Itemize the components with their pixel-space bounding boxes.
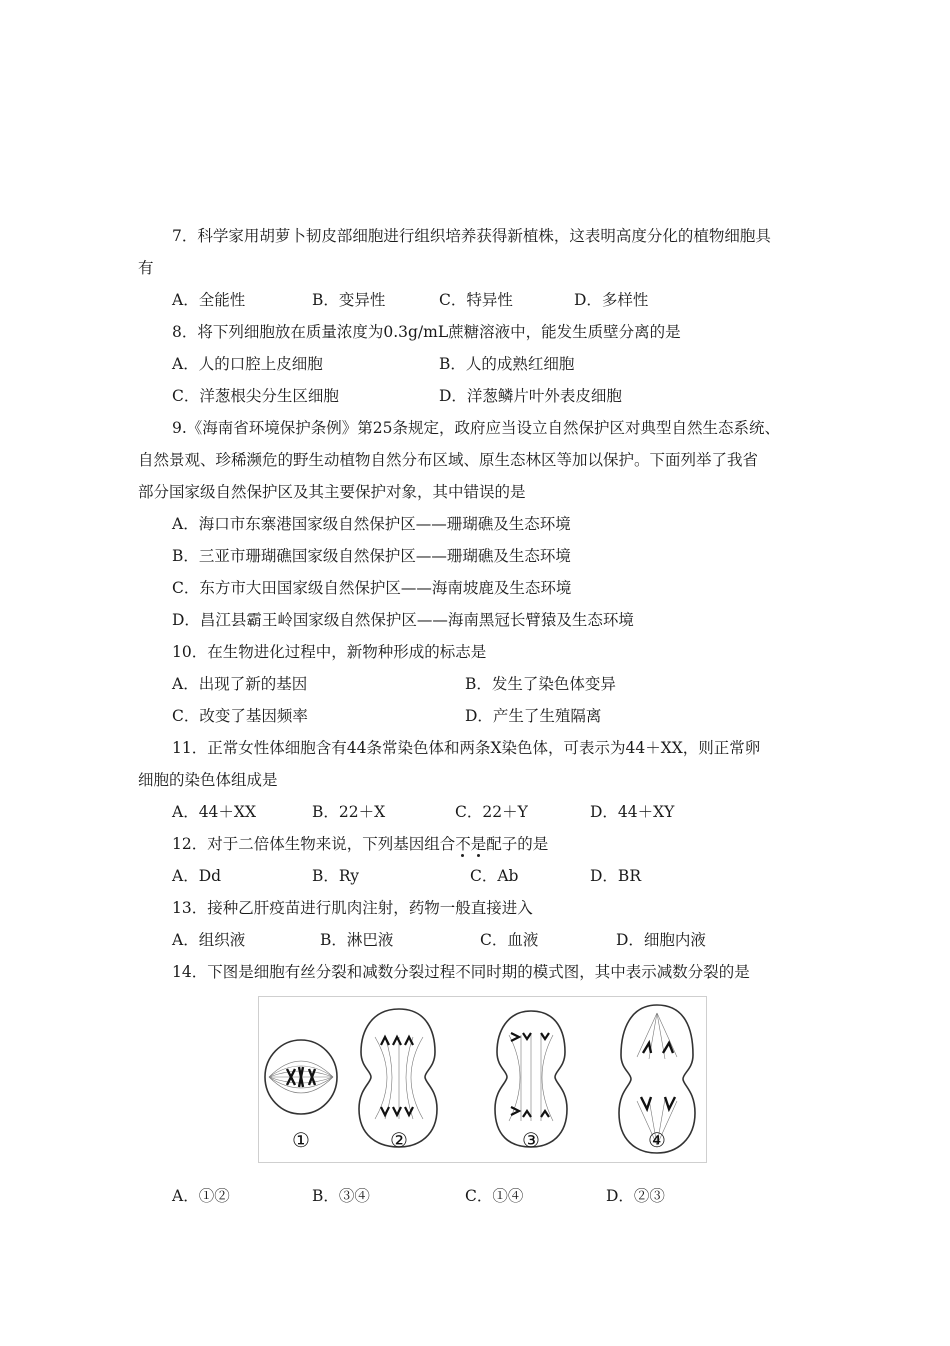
q12-stem-part-3: 配子的是 [486,835,549,853]
figure-label-1: ① [292,1128,310,1152]
q12-stem [172,834,548,854]
q8-option-d: D．洋葱鳞片叶外表皮细胞 [439,387,622,405]
q14-option-b: B．③④ [312,1187,370,1205]
q8-option-c: C．洋葱根尖分生区细胞 [172,387,339,405]
q12-option-a: A．Dd [172,867,222,885]
q11-option-c: C．22＋Y [455,803,528,821]
cell-division-figure [258,996,707,1163]
q7-stem-line-1: 7．科学家用胡萝卜韧皮部细胞进行组织培养获得新植株，这表明高度分化的植物细胞具 [172,227,771,245]
q13-option-a: A．组织液 [172,931,246,949]
q10-option-a: A．出现了新的基因 [172,675,308,693]
q9-option-a: A．海口市东寨港国家级自然保护区——珊瑚礁及生态环境 [172,515,571,533]
q9-stem-line-2: 自然景观、珍稀濒危的野生动植物自然分布区域、原生态林区等加以保护。下面列举了我省 [138,451,759,469]
q13-stem: 13．接种乙肝疫苗进行肌肉注射，药物一般直接进入 [172,899,533,917]
emphasis-dot [461,854,464,857]
figure-label-2: ② [390,1128,408,1152]
figure-label-3: ③ [522,1128,540,1152]
q8-stem: 8．将下列细胞放在质量浓度为0.3g/mL蔗糖溶液中，能发生质壁分离的是 [172,323,681,341]
figure-label-4: ④ [648,1128,666,1152]
q11-option-b: B．22＋X [312,803,386,821]
cell-1-drawing [265,1040,337,1114]
q7-option-c: C．特异性 [439,291,513,309]
cell-2-drawing [359,1009,437,1147]
q7-option-a: A．全能性 [172,291,246,309]
q7-option-d: D．多样性 [574,291,649,309]
q12-emphasis-text: 不是 [455,835,487,853]
q13-option-b: B．淋巴液 [320,931,394,949]
q11-stem-line-2: 细胞的染色体组成是 [138,771,278,789]
q10-stem: 10．在生物进化过程中，新物种形成的标志是 [172,643,487,661]
emphasis-dot [477,854,480,857]
q11-option-d: D．44＋XY [590,803,675,821]
q12-option-c: C．Ab [470,867,519,885]
q11-option-a: A．44＋XX [172,803,256,821]
q10-option-c: C．改变了基因频率 [172,707,308,725]
q14-option-a: A．①② [172,1187,230,1205]
q9-option-d: D．昌江县霸王岭国家级自然保护区——海南黑冠长臂猿及生态环境 [172,611,634,629]
q9-option-c: C．东方市大田国家级自然保护区——海南坡鹿及生态环境 [172,579,572,597]
cell-division-diagram [259,997,706,1162]
q13-option-d: D．细胞内液 [616,931,706,949]
q11-stem-line-1: 11．正常女性体细胞含有44条常染色体和两条X染色体，可表示为44＋XX，则正常卵 [172,739,761,757]
q13-option-c: C．血液 [480,931,539,949]
q7-option-b: B．变异性 [312,291,386,309]
q9-stem-line-3: 部分国家级自然保护区及其主要保护对象，其中错误的是 [138,483,526,501]
q8-option-b: B．人的成熟红细胞 [439,355,575,373]
q12-option-d: D．BR [590,867,641,885]
q12-emphasis [455,835,486,853]
q14-option-c: C．①④ [465,1187,524,1205]
q14-stem: 14．下图是细胞有丝分裂和减数分裂过程不同时期的模式图，其中表示减数分裂的是 [172,963,750,981]
q12-stem-part-1: 12．对于二倍体生物来说，下列基因组合 [172,835,456,853]
q12-option-b: B．Ry [312,867,360,885]
q10-option-b: B．发生了染色体变异 [465,675,616,693]
q9-stem-line-1: 9.《海南省环境保护条例》第25条规定，政府应当设立自然保护区对典型自然生态系统、 [172,419,781,437]
q7-stem-line-2: 有 [138,259,154,277]
q10-option-d: D．产生了生殖隔离 [465,707,602,725]
q14-option-d: D．②③ [606,1187,665,1205]
cell-3-drawing [495,1011,567,1147]
q8-option-a: A．人的口腔上皮细胞 [172,355,323,373]
q9-option-b: B．三亚市珊瑚礁国家级自然保护区——珊瑚礁及生态环境 [172,547,571,565]
